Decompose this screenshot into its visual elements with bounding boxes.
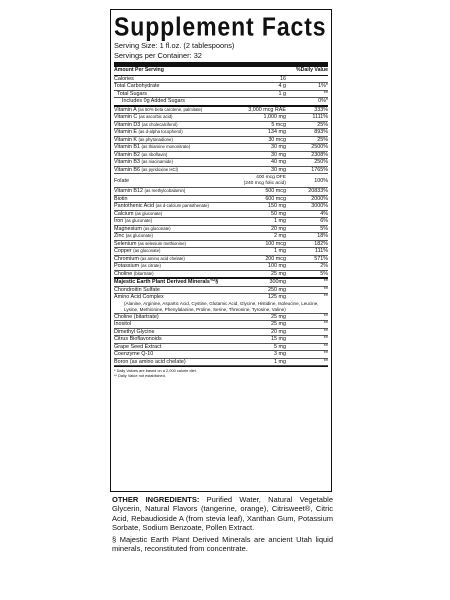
nutrient-source: (as d-calcium pantothenate) — [155, 203, 209, 208]
nutrient-amount: 30 mcg — [268, 136, 286, 143]
nutrient-dv: 571% — [314, 255, 328, 262]
nutrient-amount: 30 mg — [271, 144, 286, 150]
nutrient-dv: 2308% — [311, 151, 328, 158]
chondroitin-row — [114, 287, 328, 295]
nutrient-source: (as thiamine mononitrate) — [141, 144, 191, 149]
other-active-row — [114, 321, 328, 329]
nutrient-dv: 5% — [320, 225, 328, 232]
nutrient-amount: 125 mg — [268, 294, 286, 300]
nutrient-dv: ** — [323, 286, 328, 293]
nutrient-name: Boron (as amino acid chelate) — [114, 358, 186, 365]
nutrient-dv: ** — [323, 336, 328, 342]
nutrient-name: Vitamin D3 (as cholecalciferol) — [114, 121, 178, 128]
nutrient-dv: 100% — [314, 177, 328, 184]
nutrient-amount: 30 mg — [271, 151, 286, 158]
amount-per-serving-label: Amount Per Serving — [114, 67, 164, 73]
footnote-not-established: ** Daily Value not established. — [114, 373, 166, 378]
nutrient-name: Selenium (as selenium methionine) — [114, 240, 186, 247]
nutrient-name: Vitamin C (as ascorbic acid) — [114, 114, 173, 120]
nutrient-dv: 18% — [317, 233, 328, 239]
other-ingredients — [112, 495, 333, 532]
nutrient-name: Dimethyl Glycine — [114, 328, 155, 335]
nutrient-name: Biotin — [114, 195, 128, 202]
nutrient-amount: 1 mg — [274, 358, 286, 365]
nutrient-source: (as phytonadione) — [138, 136, 173, 142]
nutrient-name: Vitamin K (as phytonadione) — [114, 136, 173, 143]
nutrient-name: Total Carbohydrate — [114, 83, 160, 89]
nutrient-name: Citrus Bioflavonoids — [114, 336, 162, 342]
other-active-row — [114, 344, 328, 352]
nutrient-amount: 16 — [280, 75, 286, 82]
nutrient-dv: 1%* — [318, 83, 328, 89]
nutrient-dv: 0%* — [318, 98, 328, 104]
other-active-row — [114, 329, 328, 337]
vitamin-row — [114, 167, 328, 175]
nutrient-name: Inositol — [114, 321, 132, 327]
nutrient-name: Vitamin A (as 50% beta carotene, palmitate) — [114, 106, 203, 113]
nutrient-name: Chondroitin Sulfate — [114, 286, 160, 293]
nutrient-name: Choline (bitartrate) — [114, 313, 159, 320]
amino-acid-row — [114, 294, 328, 301]
nutrient-source: (as gluconate) — [125, 233, 153, 238]
nutrient-dv: 5% — [320, 270, 328, 277]
vitamin-row — [114, 122, 328, 130]
nutrient-dv: 182% — [314, 240, 328, 247]
nutrient-amount: 600 mcg — [265, 195, 286, 202]
nutrient-row — [114, 226, 328, 234]
nutrient-name: Vitamin B6 (as pyridoxine HCl) — [114, 166, 179, 173]
nutrient-name: Copper (as gluconate) — [114, 248, 161, 254]
nutrient-amount: 20 mg — [271, 225, 286, 232]
nutrient-dv: 2% — [320, 263, 328, 269]
nutrient-dv: 6% — [320, 218, 328, 224]
nutrient-name: Vitamin E (as d-alpha tocopherol) — [114, 129, 183, 135]
nutrient-dv: ** — [323, 321, 328, 327]
nutrient-dv: 250% — [314, 159, 328, 165]
nutrient-name: Potassium (as citrate) — [114, 263, 161, 269]
serving-size: Serving Size: 1 fl.oz. (2 tablespoons) — [114, 41, 235, 50]
nutrient-source: (as gluconate) — [143, 225, 171, 231]
footnotes — [114, 366, 328, 378]
nutrient-dv: 2500% — [311, 144, 328, 150]
servings-per-container: Servings per Container: 32 — [114, 50, 202, 60]
nutrient-source: (as 50% beta carotene, palmitate) — [137, 106, 203, 112]
nutrient-amount: 4 g — [278, 83, 286, 89]
nutrient-dv: 1765% — [311, 166, 328, 173]
other-active-row — [114, 351, 328, 359]
nutrient-dv: 893% — [314, 129, 328, 135]
nutrient-amount: 5 mg — [274, 343, 286, 350]
nutrient-row — [114, 241, 328, 249]
vitamin-row — [114, 137, 328, 145]
nutrient-name: Grape Seed Extract — [114, 343, 162, 350]
nutrient-name: Majestic Earth Plant Derived Minerals™§ — [114, 279, 219, 285]
nutrient-dv: 25% — [317, 121, 328, 128]
macro-row — [114, 76, 328, 84]
nutrient-amount: 400 mcg DFE (240 mcg folic acid) — [243, 175, 286, 186]
nutrient-amount: 30 mg — [271, 166, 286, 173]
nutrient-dv: 333% — [314, 106, 328, 113]
nutrient-dv: 3000% — [311, 203, 328, 209]
nutrient-source: (as methylcobalamin) — [144, 188, 186, 193]
nutrient-name: Folate — [114, 177, 129, 184]
footnote-daily-value: * Daily Values are based on a 2,000 calorie diet. — [114, 368, 197, 373]
nutrient-amount: 250 mg — [268, 286, 286, 293]
folate-row — [114, 174, 328, 188]
nutrient-dv: ** — [323, 90, 328, 97]
vitamin-row — [114, 114, 328, 122]
nutrient-name: Vitamin B12 (as methylcobalamin) — [114, 188, 186, 194]
daily-value-label: %Daily Value — [295, 67, 328, 73]
nutrient-source: (as d-alpha tocopherol) — [138, 129, 183, 134]
nutrient-dv: 4% — [320, 210, 328, 217]
nutrient-dv: ** — [323, 358, 328, 365]
nutrient-dv: 2000% — [311, 195, 328, 202]
other-active-row — [114, 359, 328, 367]
panel-title: Supplement Facts — [114, 12, 327, 42]
nutrient-name: Zinc (as gluconate) — [114, 233, 153, 239]
nutrient-name: Calories — [114, 75, 134, 82]
nutrient-dv: 25% — [317, 136, 328, 143]
nutrient-amount: 1 mg — [274, 218, 286, 224]
vitamin-row — [114, 129, 328, 137]
nutrient-source: (as gluconate) — [124, 218, 153, 223]
other-ingredients-label: OTHER INGREDIENTS: — [112, 495, 200, 504]
nutrient-name: Pantothenic Acid (as d-calcium pantothenate) — [114, 203, 209, 209]
nutrient-row — [114, 203, 328, 211]
nutrient-row — [114, 196, 328, 204]
nutrient-amount: 50 mg — [271, 210, 286, 217]
nutrient-dv: ** — [323, 351, 328, 357]
nutrient-amount: 1 g — [278, 90, 286, 97]
nutrient-amount: 100 mcg — [265, 240, 286, 247]
nutrient-source: (as pyridoxine HCl) — [141, 166, 179, 172]
nutrient-name: Choline (bitartrate) — [114, 270, 154, 277]
nutrient-amount: 150 mg — [268, 203, 286, 209]
nutrient-name: Vitamin B3 (as niacinamide) — [114, 159, 173, 165]
nutrient-row — [114, 263, 328, 271]
nutrient-name: Chromium (as amino acid chelate) — [114, 255, 185, 262]
nutrient-name: Total Sugars — [117, 90, 147, 97]
nutrient-source: (as cholecalciferol) — [141, 121, 178, 127]
nutrient-amount: 3 mg — [274, 351, 286, 357]
nutrient-dv: ** — [323, 294, 328, 300]
nutrient-dv: 1111% — [312, 114, 328, 120]
nutrient-name: Magnesium (as gluconate) — [114, 225, 171, 232]
supplement-facts-panel — [110, 9, 332, 492]
ingredients-block — [112, 495, 333, 557]
nutrient-row — [114, 256, 328, 264]
nutrient-amount: 25 mg — [271, 270, 286, 277]
nutrient-dv: ** — [323, 279, 328, 285]
nutrient-amount: 25 mg — [271, 321, 286, 327]
minerals-footnote: § Majestic Earth Plant Derived Minerals are ancient Utah liquid minerals, reconstituted from concentrate. — [112, 535, 333, 554]
nutrient-source: (as ascorbic acid) — [138, 114, 173, 119]
nutrient-amount: 2 mg — [274, 233, 286, 239]
nutrient-amount: 100 mg — [268, 263, 286, 269]
macros-section — [114, 76, 328, 107]
nutrient-name: Vitamin B2 (as riboflavin) — [114, 151, 168, 158]
nutrient-source: (as selenium methionine) — [137, 240, 186, 246]
nutrient-row — [114, 218, 328, 226]
nutrient-name: Amino Acid Complex — [114, 294, 164, 300]
column-header — [114, 67, 328, 76]
nutrient-amount: 300mg — [269, 279, 286, 285]
nutrient-name: Vitamin B1 (as thiamine mononitrate) — [114, 144, 191, 150]
nutrient-amount: 200 mcg — [265, 255, 286, 262]
nutrient-row — [114, 248, 328, 256]
macro-row — [114, 98, 328, 107]
nutrient-dv: 20833% — [308, 188, 328, 194]
nutrient-amount: 1,000 mg — [263, 114, 286, 120]
minerals-vitamins-section — [114, 188, 328, 279]
macro-row — [114, 83, 328, 91]
nutrient-source: (as amino acid chelate) — [140, 255, 185, 261]
other-active-row — [114, 336, 328, 344]
vitamin-row — [114, 144, 328, 152]
nutrient-amount: 15 mg — [271, 336, 286, 342]
nutrient-amount: 134 mg — [268, 129, 286, 135]
macro-row — [114, 91, 328, 99]
nutrient-source: (as gluconate) — [133, 248, 161, 253]
nutrient-name: Iron (as gluconate) — [114, 218, 153, 224]
nutrient-name: Includes 0g Added Sugars — [122, 98, 185, 104]
nutrient-amount: 5 mcg — [271, 121, 286, 128]
vitamins-section — [114, 107, 328, 175]
nutrient-source: (as riboflavin) — [141, 151, 168, 157]
nutrient-amount: 500 mcg — [265, 188, 286, 194]
nutrient-name: Coenzyme Q-10 — [114, 351, 154, 357]
nutrient-dv: 111% — [315, 248, 328, 254]
nutrient-row — [114, 271, 328, 280]
vitamin-row — [114, 152, 328, 160]
nutrient-dv: ** — [323, 343, 328, 350]
nutrient-amount: 3,000 mcg RAE — [248, 106, 286, 113]
nutrient-row — [114, 233, 328, 241]
nutrient-source: (as niacinamide) — [141, 159, 173, 164]
nutrient-row — [114, 188, 328, 196]
nutrient-source: (as gluconate) — [134, 210, 163, 216]
nutrient-row — [114, 211, 328, 219]
nutrient-amount: 40 mg — [271, 159, 286, 165]
nutrient-amount: 25 mg — [271, 313, 286, 320]
vitamin-row — [114, 159, 328, 167]
nutrient-source: (as citrate) — [140, 263, 161, 268]
other-active-row — [114, 314, 328, 322]
nutrient-amount: 1 mg — [274, 248, 286, 254]
nutrient-amount: 20 mg — [271, 328, 286, 335]
amino-acid-list: (Alanine, Arginine, Aspartic Acid, Cystine, Glutamic Acid, Glycine, Histidine, Isoleucine, Leucine, Lysine, Methionine, Phenylalanine, Proline, Serine, Threonine, Tyrosine, Valine) — [114, 301, 328, 314]
nutrient-name: Calcium (as gluconate) — [114, 210, 163, 217]
plant-minerals-row — [114, 279, 328, 287]
vitamin-row — [114, 107, 328, 115]
other-ingredients-text: Purified Water, Natural Vegetable Glycerin, Natural Flavors (tangerine, orange), Citrisweet®, Citric Acid, Rebaudioside A (from stevia leaf), Xanthan Gum, Potassium Sorbate, Sodium Benzoate, Pollen Extract. — [112, 495, 333, 532]
other-actives-section — [114, 314, 328, 367]
nutrient-dv: ** — [323, 328, 328, 335]
nutrient-source: (bitartrate) — [133, 270, 154, 276]
nutrient-dv: ** — [323, 313, 328, 320]
